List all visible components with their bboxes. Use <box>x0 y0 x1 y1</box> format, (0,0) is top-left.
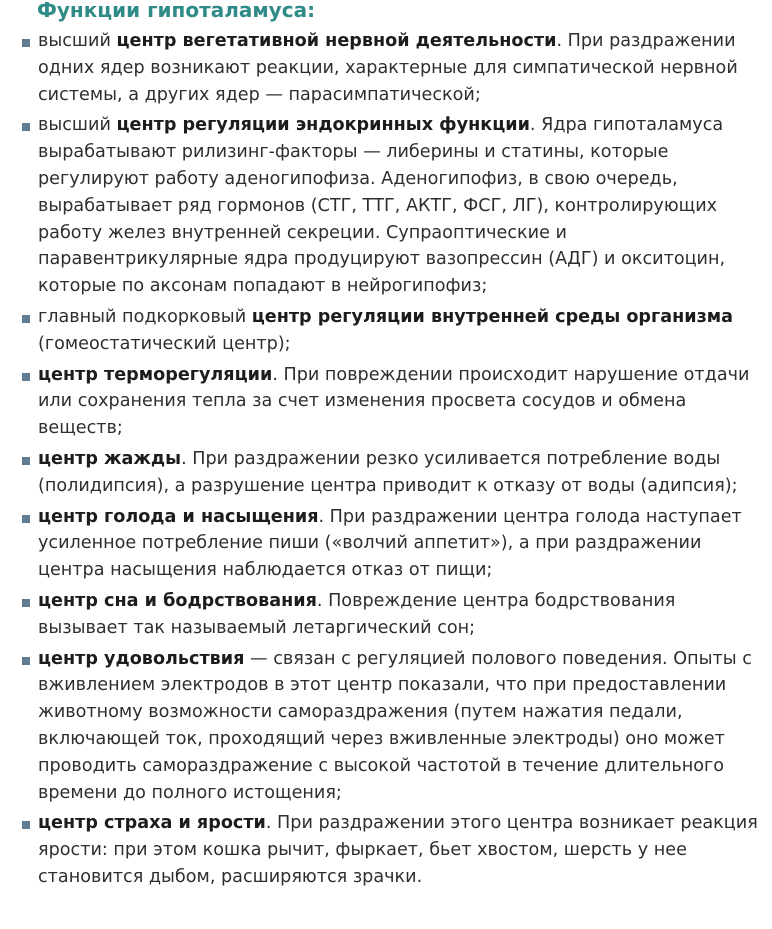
item-term: центр удовольствия <box>38 648 245 669</box>
list-item-thermoregulation-center <box>22 362 764 442</box>
item-description: . При повреждении происходит нарушение отдачи или сохранения тепла за счет изменения просвета сосудов и обмена веществ; <box>38 364 750 439</box>
square-bullet-icon <box>22 657 30 665</box>
list-item-endocrine-center <box>22 112 764 300</box>
list-item-thirst-center <box>22 446 764 500</box>
square-bullet-icon <box>22 821 30 829</box>
item-term: центр жажды <box>38 448 182 469</box>
list-item-vegetative-center <box>22 28 764 108</box>
item-term: центр вегетативной нервной деятельности <box>116 31 557 51</box>
square-bullet-icon <box>22 457 30 465</box>
item-term: центр сна и бодрствования <box>38 590 317 611</box>
square-bullet-icon <box>22 599 30 607</box>
list-item-fear-rage-center <box>22 810 764 890</box>
item-description: . При раздражении этого центра возникает реакция ярости: при этом кошка рычит, фыркает, бьет хвостом, шерсть у нее становится дыбом, расширяются зрачки. <box>38 813 758 887</box>
item-text: высший <box>38 115 117 136</box>
square-bullet-icon <box>22 39 30 47</box>
item-term: центр регуляции эндокринных функции <box>116 115 530 136</box>
square-bullet-icon <box>22 123 30 131</box>
square-bullet-icon <box>22 373 30 381</box>
item-term: центр регуляции внутренней среды организма <box>251 306 734 327</box>
item-description: . При раздражении центра голода наступает усиленное потребление пиши («волчий аппетит»), а при раздражении центра насыщения наблюдается отказ от пищи; <box>38 506 742 581</box>
functions-list <box>22 28 764 891</box>
list-item-homeostasis-center <box>22 304 764 358</box>
item-description: . При раздражении резко усиливается потребление воды (полидипсия), а разрушение центра приводит к отказу от воды (адипсия); <box>38 448 738 496</box>
page-title: Функции гипоталамуса: <box>37 0 316 22</box>
item-description: . Повреждение центра бодрствования вызывает так называемый летаргический сон; <box>38 590 676 638</box>
list-item-hunger-center <box>22 504 764 584</box>
item-term: центр терморегуляции <box>38 364 273 385</box>
item-term: центр страха и ярости <box>38 813 266 834</box>
item-description: (гомеостатический центр); <box>38 333 291 354</box>
item-term: центр голода и насыщения <box>38 506 319 527</box>
item-description: . При раздражении одних ядер возникают реакции, характерные для симпатической нервной системы, а других ядер — парасимпатической; <box>38 31 738 105</box>
square-bullet-icon <box>22 315 30 323</box>
item-text: высший <box>38 31 117 51</box>
item-description: — связан с регуляцией полового поведения. Опыты с вживлением электродов в этот центр показали, что при предоставлении животному возможности самораздражения (путем нажатия педали, включающей ток, проходящий через вживленные электроды) оно может проводить самораздражение с высокой частотой в течение длительного времени до полного истощения; <box>38 648 752 803</box>
list-item-sleep-center <box>22 588 764 642</box>
item-description: . Ядра гипоталамуса вырабатывают рилизинг-факторы — либерины и статины, которые регулируют работу аденогипофиза. Аденогипофиз, в свою очередь, вырабатывает ряд гормонов (СТГ, ТТГ, АКТГ, ФСГ, ЛГ), контролирующих работу желез внутренней секреции. Супраоптические и паравентрикулярные ядра продуцируют вазопрессин (АДГ) и окситоцин, которые по аксонам попадают в нейрогипофиз; <box>38 115 726 297</box>
list-item-pleasure-center <box>22 646 764 807</box>
item-text: главный подкорковый <box>38 306 252 327</box>
square-bullet-icon <box>22 515 30 523</box>
